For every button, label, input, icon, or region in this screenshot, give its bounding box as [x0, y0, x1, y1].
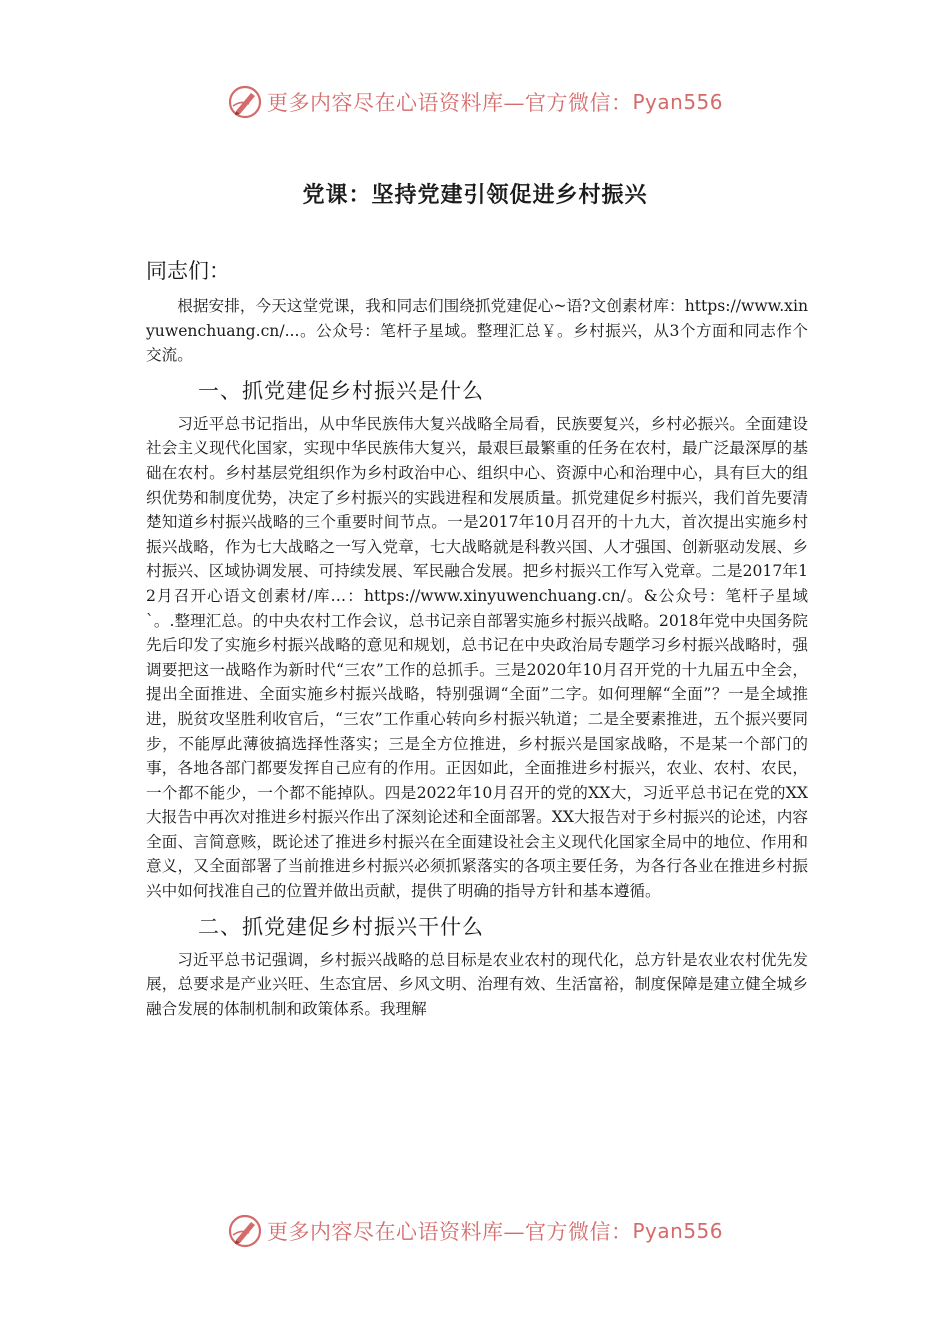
pen-logo-icon [227, 1213, 263, 1249]
section-1-heading: 一、抓党建促乡村振兴是什么 [198, 378, 484, 403]
watermark-text: 更多内容尽在心语资料库—官方微信： [266, 91, 633, 115]
section-2-heading: 二、抓党建促乡村振兴干什么 [198, 914, 484, 939]
footer-watermark [0, 1211, 950, 1251]
document-body [146, 254, 808, 1021]
document-title: 党课：坚持党建引领促进乡村振兴 [302, 182, 648, 208]
section-1-paragraph: 习近平总书记指出，从中华民族伟大复兴战略全局看，民族要复兴，乡村必振兴。全面建设社会主义现代化国家，实现中华民族伟大复兴，最艰巨最繁重的任务在农村，最广泛最深厚的基础在农村。乡村基层党组织作为乡村政治中心、组织中心、资源中心和治理中心，具有巨大的组织优势和制度优势，决定了乡村振兴的实践进程和发展质量。抓党建促乡村振兴，我们首先要清楚知道乡村振兴战略的三个重要时间节点。一是2017年10月召开的十九大，首次提出实施乡村振兴战略，作为七大战略之一写入党章，七大战略就是科教兴国、人才强国、创新驱动发展、乡村振兴、区域协调发展、可持续发展、军民融合发展。把乡村振兴工作写入党章。二是2017年12月召开心语文创素材/库…：https://www.xinyuwenchuang.cn/。&公众号：笔杆子星域`。.整理汇总。的中央农村工作会议，总书记亲自部署实施乡村振兴战略。2018年党中央国务院先后印发了实施乡村振兴战略的意见和规划，总书记在中央政治局专题学习乡村振兴战略时，强调要把这一战略作为新时代“三农”工作的总抓手。三是2020年10月召开党的十九届五中全会，提出全面推进、全面实施乡村振兴战略，特别强调“全面”二字。如何理解“全面”？一是全域推进，脱贫攻坚胜利收官后，“三农”工作重心转向乡村振兴轨道；二是全要素推进，五个振兴要同步，不能厚此薄彼搞选择性落实；三是全方位推进，乡村振兴是国家战略，不是某一个部门的事，各地各部门都要发挥自己应有的作用。正因如此，全面推进乡村振兴，农业、农村、农民，一个都不能少，一个都不能掉队。四是2022年10月召开的党的XX大，习近平总书记在党的XX大报告中再次对推进乡村振兴作出了深刻论述和全面部署。XX大报告对于乡村振兴的论述，内容全面、言简意赅，既论述了推进乡村振兴在全面建设社会主义现代化国家全局中的地位、作用和意义，又全面部署了当前推进乡村振兴必须抓紧落实的各项主要任务，为各行各业在推进乡村振兴中如何找准自己的位置并做出贡献，提供了明确的指导方针和基本遵循。 [146, 414, 808, 901]
intro-paragraph: 根据安排，今天这堂党课，我和同志们围绕抓党建促心~语?文创素材库：https://www.xinyuwenchuang.cn/...。公众号：笔杆子星域。整理汇总￥。乡村振兴，从3个方面和同志作个交流。 [146, 297, 808, 365]
salutation: 同志们： [146, 259, 230, 283]
pen-logo-icon [227, 84, 263, 120]
watermark-wechat-id: Pyan556 [632, 90, 723, 114]
header-watermark [0, 82, 950, 122]
section-2-paragraph: 习近平总书记强调，乡村振兴战略的总目标是农业农村的现代化，总方针是农业农村优先发展，总要求是产业兴旺、生态宜居、乡风文明、治理有效、生活富裕，制度保障是建立健全城乡融合发展的体制机制和政策体系。我理解 [146, 950, 808, 1018]
watermark-text: 更多内容尽在心语资料库—官方微信： [266, 1220, 633, 1244]
watermark-wechat-id: Pyan556 [632, 1219, 723, 1243]
